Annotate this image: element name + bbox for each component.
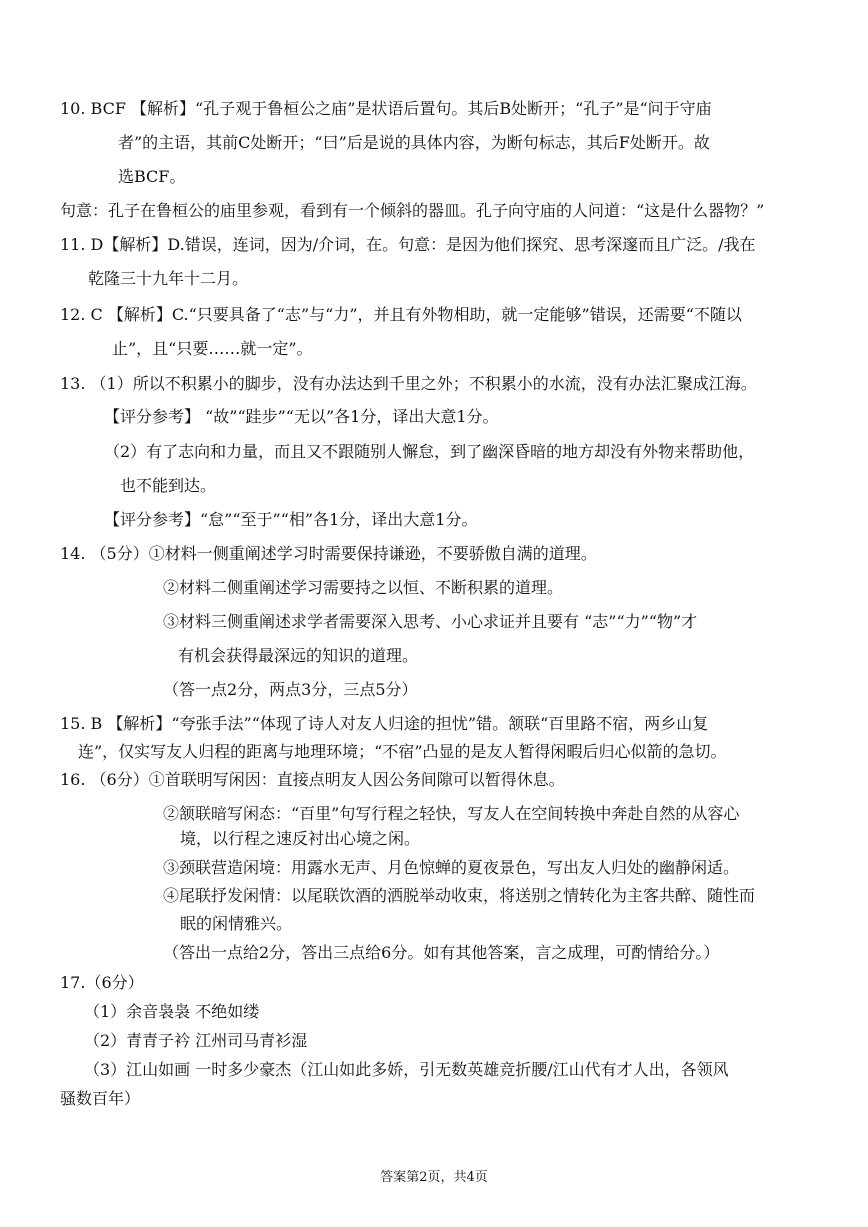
page-footer: 答案第2页，共4页 xyxy=(380,1170,488,1185)
q14-point-1: 14. （5分）①材料一侧重阐述学习时需要保持谦逊，不要骄傲自满的道理。 xyxy=(60,544,597,563)
q16-point-1: 16. （6分）①首联明写闲因：直接点明友人因公务间隙可以暂得休息。 xyxy=(60,770,565,789)
q11-line-2: 乾隆三十九年十二月。 xyxy=(88,269,249,288)
q17-answer-1: （1）余音袅袅 不绝如缕 xyxy=(84,1002,260,1021)
q13-part1: 13. （1）所以不积累小的脚步，没有办法达到千里之外；不积累小的水流，没有办法汇聚成江海。 xyxy=(60,374,757,393)
q10-line-1: 10. BCF 【解析】“孔子观于鲁桓公之庙”是状语后置句。其后B处断开；“孔子”是“问于守庙 xyxy=(60,99,712,118)
q16-point-3: ③颈联营造闲境：用露水无声、月色惊蝉的夏夜景色，写出友人归处的幽静闲适。 xyxy=(163,858,740,877)
q14-scoring: （答一点2分，两点3分，三点5分） xyxy=(163,680,418,699)
q13-part2-line-2: 也不能到达。 xyxy=(120,476,217,495)
q14-point-2: ②材料二侧重阐述学习需要持之以恒、不断积累的道理。 xyxy=(163,578,564,597)
q12-line-1: 12. C 【解析】C.“只要具备了“志”与“力”，并且有外物相助，就一定能够”错误，还需要“不随以 xyxy=(60,305,742,324)
q13-part2-scoring: 【评分参考】“怠”“至于”“相”各1分，译出大意1分。 xyxy=(104,510,478,529)
q17-heading: 17.（6分） xyxy=(60,973,144,992)
q16-point-4-line-2: 眠的闲情雅兴。 xyxy=(180,914,293,933)
q14-point-3-line-1: ③材料三侧重阐述求学者需要深入思考、小心求证并且要有 “志”“力”“物”才 xyxy=(163,612,698,631)
q17-answer-2: （2）青青子衿 江州司马青衫湿 xyxy=(84,1031,308,1050)
q16-point-2-line-1: ②颔联暗写闲态：“百里”句写行程之轻快，写友人在空间转换中奔赴自然的从容心 xyxy=(163,804,740,823)
q11-line-1: 11. D【解析】D.错误，连词，因为/介词，在。句意：是因为他们探究、思考深邃而且广泛。/我在 xyxy=(60,235,756,254)
q10-line-2: 者”的主语，其前C处断开；“曰”后是说的具体内容，为断句标志，其后F处断开。故 xyxy=(118,133,710,152)
q10-translation: 句意：孔子在鲁桓公的庙里参观，看到有一个倾斜的器皿。孔子向守庙的人问道：“这是什么器物？” xyxy=(60,201,765,220)
q15-line-1: 15. B 【解析】“夸张手法”“体现了诗人对友人归途的担忧”错。颔联“百里路不宿，两乡山复 xyxy=(60,714,709,733)
q12-line-2: 止”，且“只要……就一定”。 xyxy=(112,339,313,358)
q10-line-3: 选BCF。 xyxy=(118,167,186,186)
q14-point-3-line-2: 有机会获得最深远的知识的道理。 xyxy=(178,646,419,665)
q13-part1-scoring: 【评分参考】 “故”“跬步”“无以”各1分，译出大意1分。 xyxy=(104,407,499,426)
q17-answer-3-line-2: 骚数百年） xyxy=(60,1089,141,1108)
q16-scoring: （答出一点给2分，答出三点给6分。如有其他答案，言之成理，可酌情给分。） xyxy=(163,943,720,962)
q17-answer-3-line-1: （3）江山如画 一时多少豪杰（江山如此多娇，引无数英雄竞折腰/江山代有才人出，各领风 xyxy=(84,1060,729,1079)
q16-point-4-line-1: ④尾联抒发闲情：以尾联饮酒的洒脱举动收束，将送别之情转化为主客共醉、随性而 xyxy=(163,886,756,905)
q15-line-2: 连”，仅实写友人归程的距离与地理环境；“不宿”凸显的是友人暂得闲暇后归心似箭的急切。 xyxy=(78,742,727,761)
q16-point-2-line-2: 境，以行程之速反衬出心境之闲。 xyxy=(180,829,421,848)
q13-part2-line-1: （2）有了志向和力量，而且又不跟随别人懈怠，到了幽深昏暗的地方却没有外物来帮助他， xyxy=(104,442,755,461)
